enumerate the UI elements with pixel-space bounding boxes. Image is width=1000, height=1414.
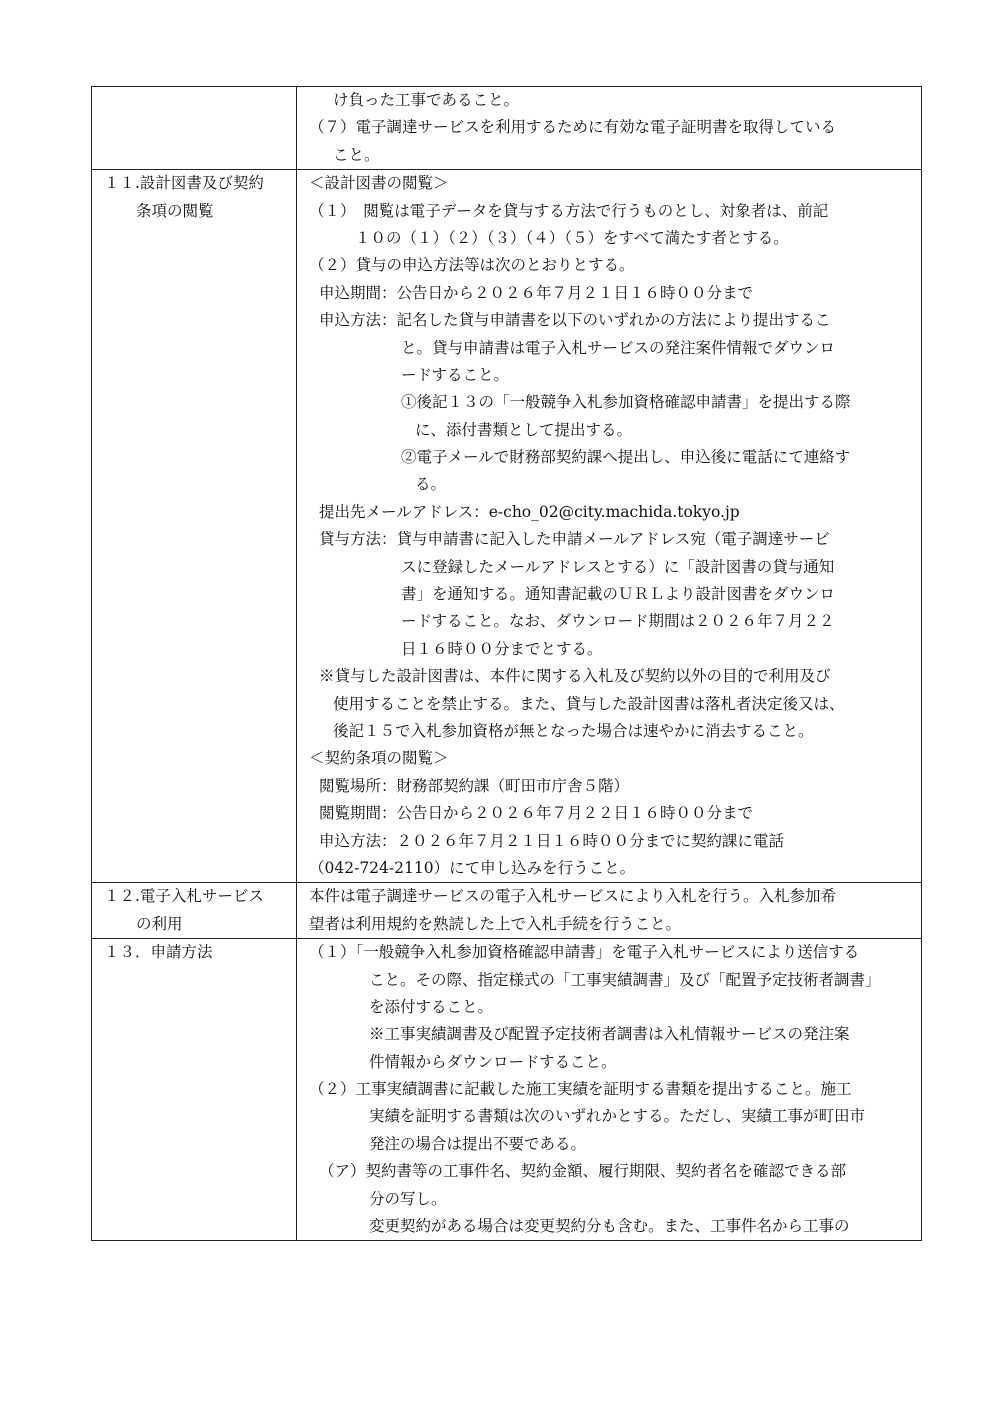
content-line: ードすること。 xyxy=(401,365,510,384)
content-line: （２）貸与の申込方法等は次のとおりとする。 xyxy=(309,256,635,275)
content-line: （042-724-2110）にて申し込みを行うこと。 xyxy=(309,858,636,877)
content-line: ードすること。なお、ダウンロード期間は２０２６年７月２２ xyxy=(401,612,835,631)
content-line: ＜契約条項の閲覧＞ xyxy=(309,749,449,768)
section-label: １１.設計図書及び契約 xyxy=(104,174,264,193)
section-content-cell xyxy=(297,87,922,170)
section-label: 条項の閲覧 xyxy=(136,201,214,220)
content-line: 申込期間：公告日から２０２６年７月２１日１６時００分まで xyxy=(319,283,754,302)
table-row xyxy=(92,939,922,1241)
content-line: 提出先メールアドレス：e-cho_02@city.machida.tokyo.jp xyxy=(319,502,740,521)
content-line: 件情報からダウンロードすること。 xyxy=(369,1052,617,1071)
content-line: 分の写し。 xyxy=(369,1189,447,1208)
content-line: 望者は利用規約を熟読した上で入札手続を行うこと。 xyxy=(309,914,682,933)
content-line: る。 xyxy=(415,475,447,494)
content-line: こと。その際、指定様式の「工事実績調書」及び「配置予定技術者調書」 xyxy=(369,970,881,989)
content-line: 実績を証明する書類は次のいずれかとする。ただし、実績工事が町田市 xyxy=(369,1107,866,1126)
content-line: 貸与方法：貸与申請書に記入した申請メールアドレス宛（電子調達サービ xyxy=(319,530,830,549)
content-line: （２）工事実績調書に記載した施工実績を証明する書類を提出すること。施工 xyxy=(309,1080,852,1099)
content-line: （１）「一般競争入札参加資格確認申請書」を電子入札サービスにより送信する xyxy=(309,943,860,962)
content-line: （７）電子調達サービスを利用するために有効な電子証明書を取得している xyxy=(309,118,837,137)
table-row xyxy=(92,170,922,883)
section-label-cell xyxy=(92,87,297,170)
content-line: ＜設計図書の閲覧＞ xyxy=(309,174,449,193)
table-row xyxy=(92,87,922,170)
content-line: を添付すること。 xyxy=(369,997,494,1016)
section-content-cell xyxy=(297,939,922,1241)
section-label: １３．申請方法 xyxy=(104,943,213,962)
section-label: １２.電子入札サービス xyxy=(104,887,264,906)
content-line: 書」を通知する。通知書記載のＵＲＬより設計図書をダウンロ xyxy=(401,585,836,604)
content-line: け負った工事であること。 xyxy=(333,91,520,109)
table-row xyxy=(92,883,922,939)
content-line: 申込方法：２０２６年７月２１日１６時００分までに契約課に電話 xyxy=(319,831,785,850)
content-line: ※工事実績調書及び配置予定技術者調書は入札情報サービスの発注案 xyxy=(369,1025,850,1044)
section-label: の利用 xyxy=(136,914,183,933)
content-line: スに登録したメールアドレスとする）に「設計図書の貸与通知 xyxy=(401,557,835,576)
content-line: ※貸与した設計図書は、本件に関する入札及び契約以外の目的で利用及び xyxy=(319,667,831,686)
content-line: 発注の場合は提出不要である。 xyxy=(369,1134,587,1153)
content-line: こと。 xyxy=(333,145,380,164)
content-line: 日１６時００分までとする。 xyxy=(401,639,603,658)
section-content-cell xyxy=(297,883,922,939)
content-line: 閲覧場所：財務部契約課（町田市庁舎５階） xyxy=(319,776,630,795)
content-line: 変更契約がある場合は変更契約分も含む。また、工事件名から工事の xyxy=(369,1217,850,1236)
content-line: 閲覧期間：公告日から２０２６年７月２２日１６時００分まで xyxy=(319,804,754,823)
content-line: に、添付書類として提出する。 xyxy=(415,420,633,439)
content-line: （１） 閲覧は電子データを貸与する方法で行うものとし、対象者は、前記 xyxy=(309,201,829,220)
section-label-cell xyxy=(92,939,297,1241)
content-line: （ア）契約書等の工事件名、契約金額、履行期限、契約者名を確認できる部 xyxy=(319,1162,847,1181)
section-label-cell xyxy=(92,170,297,883)
content-line: 後記１５で入札参加資格が無となった場合は速やかに消去すること。 xyxy=(333,721,814,740)
content-line: と。貸与申請書は電子入札サービスの発注案件情報でダウンロ xyxy=(401,338,836,357)
content-line: 使用することを禁止する。また、貸与した設計図書は落札者決定後又は、 xyxy=(333,694,845,713)
content-line: 申込方法：記名した貸与申請書を以下のいずれかの方法により提出するこ xyxy=(319,311,831,330)
content-line: ①後記１３の「一般競争入札参加資格確認申請書」を提出する際 xyxy=(401,393,851,412)
document-table xyxy=(91,86,922,1241)
section-content-cell xyxy=(297,170,922,883)
content-line: １０の（１）（２）（３）（４）（５）をすべて満たす者とする。 xyxy=(355,228,789,247)
content-line: ②電子メールで財務部契約課へ提出し、申込後に電話にて連絡す xyxy=(401,448,851,467)
content-line: 本件は電子調達サービスの電子入札サービスにより入札を行う。入札参加希 xyxy=(309,887,837,906)
section-label-cell xyxy=(92,883,297,939)
